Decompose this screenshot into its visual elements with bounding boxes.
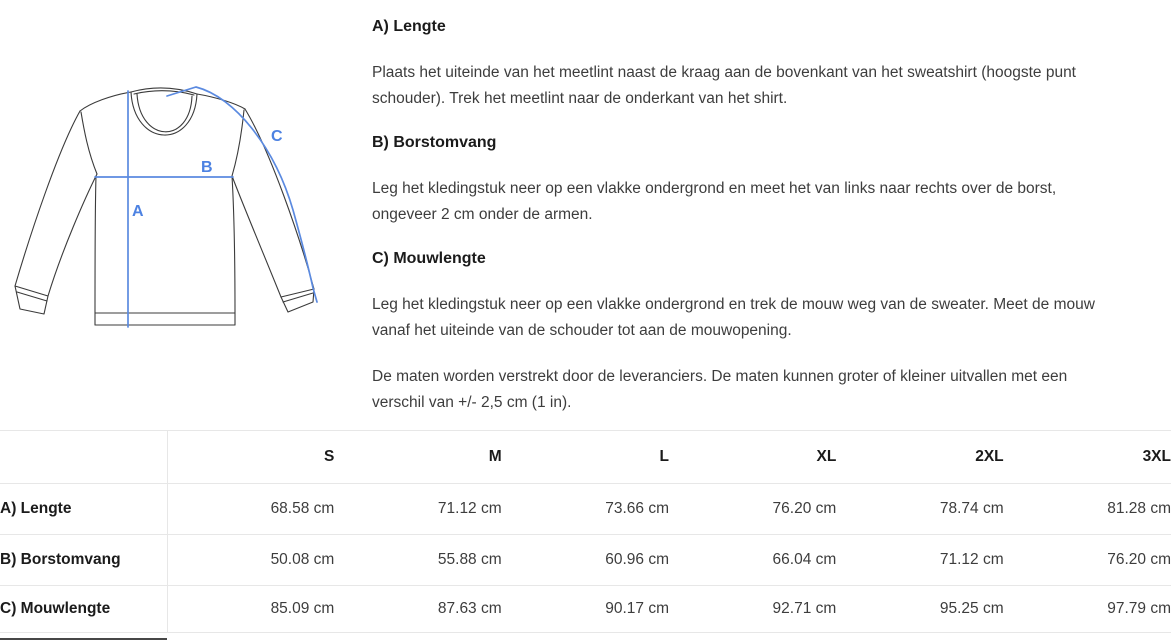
size-column-header-3xl: 3XL [1004,431,1171,484]
body-lengte: Plaats het uiteinde van het meetlint naast de kraag aan de bovenkant van het sweatshirt (hoogste punt schouder). Trek het meetlint naar de onderkant van het shirt. [372,64,1076,107]
size-column-header-l: L [502,431,669,484]
value-borstomvang-3xl: 76.20 cm [1004,535,1171,586]
size-column-header-s: S [167,431,334,484]
value-borstomvang-2xl: 71.12 cm [836,535,1003,586]
value-mouwlengte-xl: 92.71 cm [669,586,836,633]
garment-outline [15,88,314,325]
row-label-borstomvang: B) Borstomvang [0,535,167,586]
table-row-mouwlengte [0,586,1171,633]
heading-lengte: A) Lengte [372,18,446,35]
body-borstomvang: Leg het kledingstuk neer op een vlakke ondergrond en meet het van links naar rechts over de borst, ongeveer 2 cm onder de armen. [372,180,1057,223]
value-mouwlengte-2xl: 95.25 cm [836,586,1003,633]
heading-borstomvang: B) Borstomvang [372,134,497,151]
value-borstomvang-l: 60.96 cm [502,535,669,586]
table-row-borstomvang [0,535,1171,586]
measure-label-a: A [132,203,144,220]
measure-label-c: C [271,128,283,145]
measure-label-b: B [201,159,213,176]
value-lengte-3xl: 81.28 cm [1004,484,1171,535]
size-table-corner-cell [0,431,167,484]
value-lengte-l: 73.66 cm [502,484,669,535]
value-lengte-2xl: 78.74 cm [836,484,1003,535]
sweatshirt-diagram [0,0,345,430]
measure-line-c [167,87,317,302]
value-borstomvang-s: 50.08 cm [167,535,334,586]
measurement-instructions [345,0,1145,430]
size-disclaimer: De maten worden verstrekt door de leveranciers. De maten kunnen groter of kleiner uitvallen met een verschil van +/- 2,5 cm (1 in). [372,368,1068,411]
size-column-header-2xl: 2XL [836,431,1003,484]
row-label-mouwlengte: C) Mouwlengte [0,586,167,633]
value-borstomvang-xl: 66.04 cm [669,535,836,586]
table-row-lengte [0,484,1171,535]
value-borstomvang-m: 55.88 cm [334,535,501,586]
sweatshirt-illustration [0,0,345,350]
value-lengte-xl: 76.20 cm [669,484,836,535]
value-mouwlengte-s: 85.09 cm [167,586,334,633]
heading-mouwlengte: C) Mouwlengte [372,250,486,267]
value-mouwlengte-3xl: 97.79 cm [1004,586,1171,633]
size-column-header-m: M [334,431,501,484]
body-mouwlengte: Leg het kledingstuk neer op een vlakke ondergrond en trek de mouw weg van de sweater. Meet de mouw vanaf het uiteinde van de schouder tot aan de mouwopening. [372,296,1095,339]
size-table [0,430,1171,633]
size-column-header-xl: XL [669,431,836,484]
value-lengte-s: 68.58 cm [167,484,334,535]
row-label-lengte: A) Lengte [0,484,167,535]
value-lengte-m: 71.12 cm [334,484,501,535]
size-table-header-row [0,431,1171,484]
value-mouwlengte-m: 87.63 cm [334,586,501,633]
value-mouwlengte-l: 90.17 cm [502,586,669,633]
